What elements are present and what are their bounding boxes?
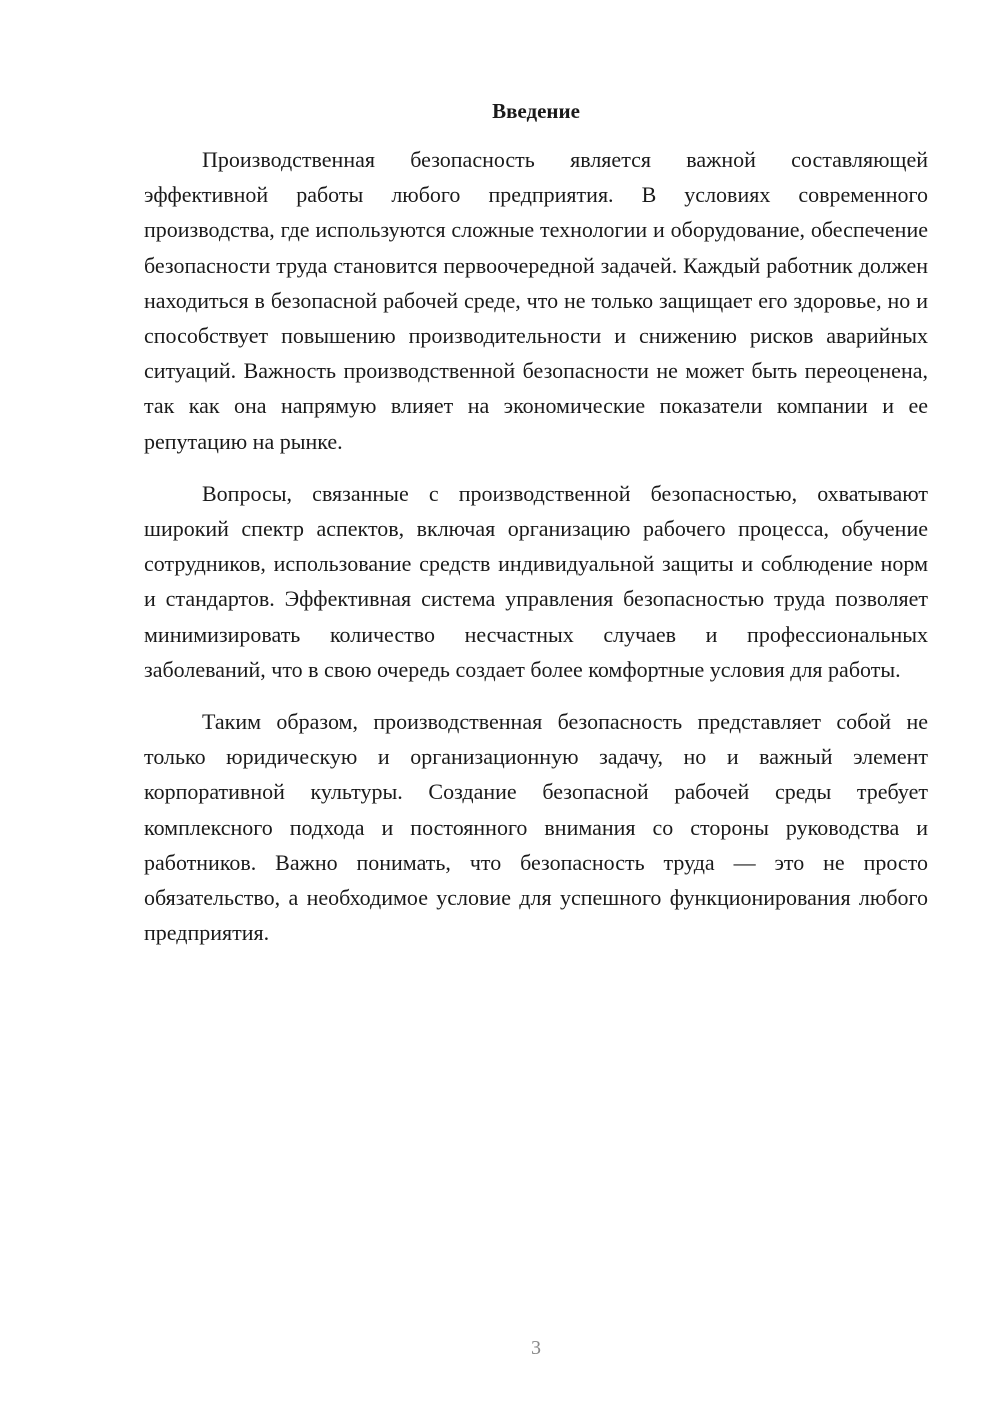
paragraph-2: Вопросы, связанные с производственной безопасностью, охватывают широкий спектр аспектов, включая организацию рабочего процесса, обучение сотрудников, использование средств индивидуальной защиты и соблюдение норм и стандартов. Эффективная система управления безопасностью труда позволяет минимизировать количество несчастных случаев и профессиональных заболеваний, что в свою очередь создает более комфортные условия для работы. bbox=[144, 480, 928, 682]
body-text bbox=[144, 142, 928, 950]
section-heading: Введение bbox=[492, 99, 580, 123]
paragraph-3: Таким образом, производственная безопасность представляет собой не только юридическую и организационную задачу, но и важный элемент корпоративной культуры. Создание безопасной рабочей среды требует комплексного подхода и постоянного внимания со стороны руководства и работников. Важно понимать, что безопасность труда — это не просто обязательство, а необходимое условие для успешного функционирования любого предприятия. bbox=[144, 709, 928, 946]
page-number: 3 bbox=[531, 1337, 541, 1359]
paragraph-1: Производственная безопасность является важной составляющей эффективной работы любого предприятия. В условиях современного производства, где используются сложные технологии и оборудование, обеспечение безопасности труда становится первоочередной задачей. Каждый работник должен находиться в безопасной рабочей среде, что не только защищает его здоровье, но и способствует повышению производительности и снижению рисков аварийных ситуаций. Важность производственной безопасности не может быть переоценена, так как она напрямую влияет на экономические показатели компании и ее репутацию на рынке. bbox=[144, 147, 928, 454]
